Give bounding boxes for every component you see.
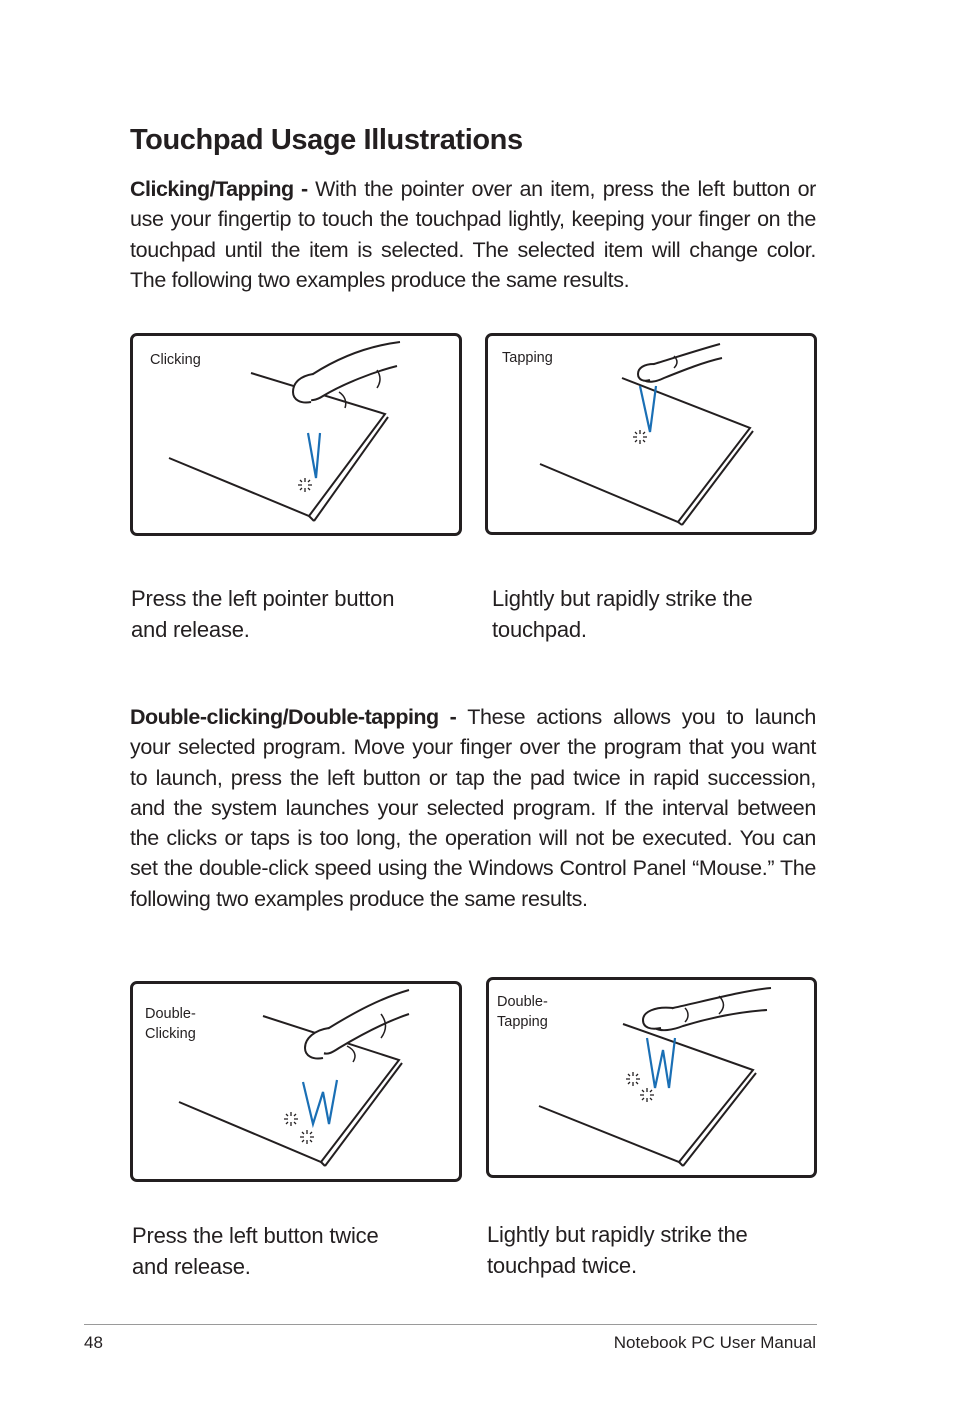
finger-icon xyxy=(643,988,771,1030)
clicking-drawing xyxy=(133,336,459,533)
clicking-tapping-lead: Clicking/Tapping - xyxy=(130,177,316,201)
finger-icon xyxy=(305,990,409,1059)
double-tap-burst-icon xyxy=(626,1072,654,1102)
finger-icon xyxy=(293,342,400,403)
double-clicking-label: Double- Clicking xyxy=(145,1006,196,1042)
double-clicking-caption: Press the left button twice and release. xyxy=(132,1223,379,1279)
double-clicking-paragraph xyxy=(130,702,816,914)
page-number: 48 xyxy=(84,1333,103,1352)
finger-icon xyxy=(638,344,722,382)
clicking-label: Clicking xyxy=(150,352,201,368)
touch-indicator-icon xyxy=(308,433,320,478)
double-tapping-drawing xyxy=(489,980,814,1175)
clicking-tapping-body: With the pointer over an item, press the left button or use your fingertip to touch the touchpad lightly, keeping your finger on the touchpad until the item is selected. The selected item will change color. The following two examples produce the same results. xyxy=(130,177,816,292)
touch-indicator-icon xyxy=(640,386,656,432)
double-clicking-illustration xyxy=(130,981,462,1182)
footer-divider xyxy=(84,1324,817,1325)
tapping-illustration xyxy=(485,333,817,535)
footer-manual-title: Notebook PC User Manual xyxy=(613,1333,816,1352)
double-click-burst-icon xyxy=(284,1112,314,1144)
tapping-drawing xyxy=(488,336,814,532)
clicking-illustration xyxy=(130,333,462,536)
tapping-caption: Lightly but rapidly strike the touchpad. xyxy=(492,586,753,642)
double-tapping-caption: Lightly but rapidly strike the touchpad twice. xyxy=(487,1222,748,1278)
click-burst-icon xyxy=(298,478,312,492)
touch-indicator-icon xyxy=(647,1038,675,1088)
tap-burst-icon xyxy=(633,430,647,444)
double-tapping-label: Double- Tapping xyxy=(497,994,548,1030)
clicking-tapping-paragraph xyxy=(130,174,816,295)
double-clicking-lead: Double-clicking/Double-tapping - xyxy=(130,705,468,729)
tapping-label: Tapping xyxy=(502,350,553,366)
double-clicking-body: These actions allows you to launch your selected program. Move your finger over the program that you want to launch, press the left button or tap the pad twice in rapid succession, and the system launches your selected program. If the interval between the clicks or taps is too long, the operation will not be executed. You can set the double-click speed using the Windows Control Panel “Mouse.” The following two examples produce the same results. xyxy=(130,705,816,911)
clicking-caption: Press the left pointer button and release. xyxy=(131,586,395,642)
touch-indicator-icon xyxy=(303,1080,337,1124)
page-title: Touchpad Usage Illustrations xyxy=(130,124,523,156)
double-tapping-illustration xyxy=(486,977,817,1178)
double-clicking-drawing xyxy=(133,984,459,1179)
